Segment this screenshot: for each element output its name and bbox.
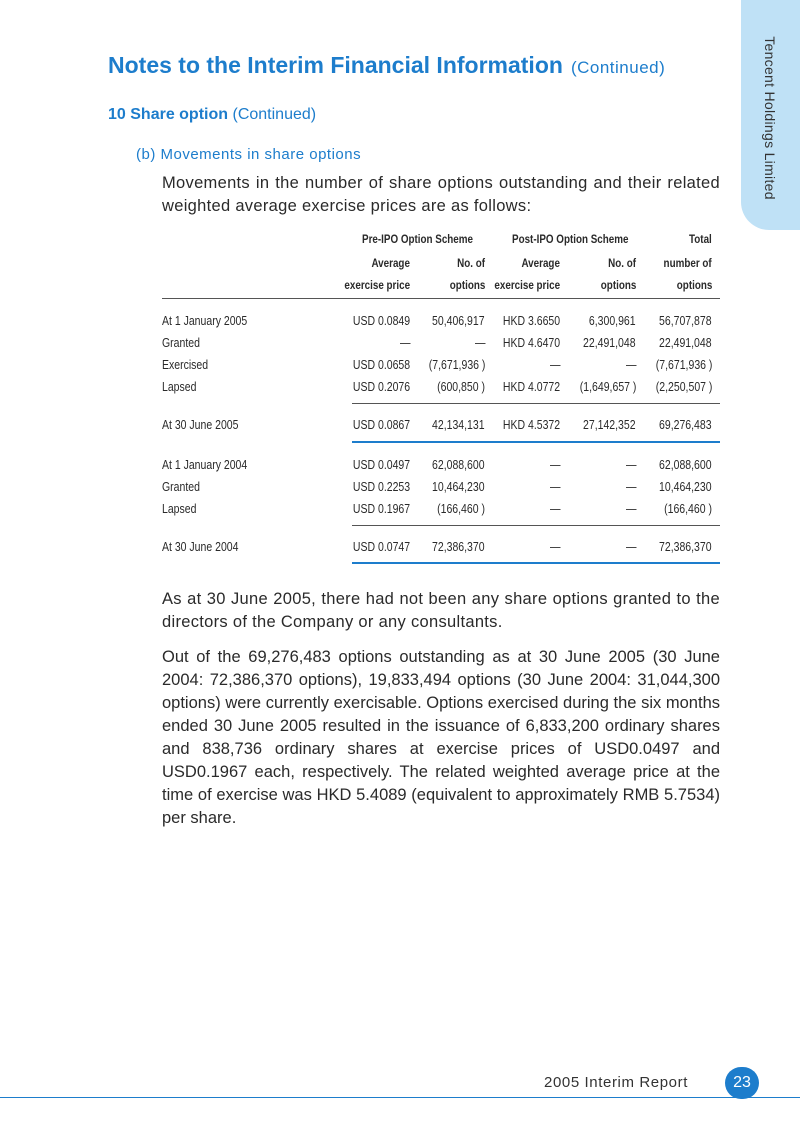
- table-cell: 27,142,352: [583, 418, 636, 432]
- column-header: number of: [663, 256, 712, 270]
- total-rule-2004: [352, 562, 720, 564]
- table-cell: —: [625, 502, 636, 516]
- column-header: Average: [521, 256, 560, 270]
- table-cell: USD 0.0497: [352, 458, 410, 472]
- table-cell: 72,386,370: [432, 540, 485, 554]
- table-cell: USD 0.2253: [352, 480, 410, 494]
- footer-rule: [0, 1097, 800, 1098]
- table-cell: 22,491,048: [583, 336, 636, 350]
- row-label: At 1 January 2004: [162, 458, 248, 472]
- column-header: No. of: [608, 256, 636, 270]
- table-cell: (166,460 ): [664, 502, 712, 516]
- intro-paragraph: Movements in the number of share options outstanding and their related weighted average exercise prices are as follows:: [162, 174, 720, 215]
- header-rule: [162, 298, 720, 299]
- section-title: 10 Share option: [108, 106, 229, 123]
- table-cell: 22,491,048: [659, 336, 712, 350]
- table-cell: 56,707,878: [659, 314, 712, 328]
- table-cell: (1,649,657 ): [579, 380, 636, 394]
- table-cell: (166,460 ): [437, 502, 485, 516]
- paragraph-exercisable: Out of the 69,276,483 options outstanding as at 30 June 2005 (30 June 2004: 72,386,370 options), 19,833,494 options (30 June 2004: 31,044,300 options) were currently exercisable. Options exercised during the six months ended 30 June 2005 resulted in the issuance of 6,833,200 ordinary shares and 838,736 ordinary shares at exercise prices of USD0.0497 and USD0.1967 each, respectively. The related weighted average price at the time of exercise was HKD 5.4089 (equivalent to approximately RMB 5.7534) per share.: [162, 648, 720, 827]
- table-cell: 42,134,131: [432, 418, 485, 432]
- total-rule-2005: [352, 441, 720, 443]
- table-cell: USD 0.0747: [352, 540, 410, 554]
- table-cell: 62,088,600: [659, 458, 712, 472]
- table-cell: —: [549, 502, 560, 516]
- table-cell: —: [549, 480, 560, 494]
- table-cell: (600,850 ): [437, 380, 485, 394]
- table-cell: 62,088,600: [432, 458, 485, 472]
- table-cell: 69,276,483: [659, 418, 712, 432]
- section-heading: [108, 106, 316, 124]
- page-title-text: Notes to the Interim Financial Information: [108, 52, 563, 78]
- table-cell: —: [399, 336, 410, 350]
- table-cell: —: [549, 358, 560, 372]
- footer-report-title: 2005 Interim Report: [544, 1074, 688, 1091]
- table-cell: 6,300,961: [589, 314, 636, 328]
- side-tab-company-name: Tencent Holdings Limited: [762, 36, 778, 200]
- table-cell: (2,250,507 ): [655, 380, 712, 394]
- table-cell: USD 0.0867: [352, 418, 410, 432]
- table-cell: USD 0.2076: [352, 380, 410, 394]
- table-cell: —: [474, 336, 485, 350]
- row-label: Lapsed: [162, 502, 197, 516]
- table-cell: —: [625, 458, 636, 472]
- column-header: options: [449, 278, 485, 292]
- row-label: Granted: [162, 336, 200, 350]
- header-post-ipo: Post-IPO Option Scheme: [512, 232, 629, 246]
- subtotal-rule-2004: [352, 525, 720, 526]
- row-label: At 1 January 2005: [162, 314, 248, 328]
- row-label: At 30 June 2004: [162, 540, 239, 554]
- table-cell: —: [625, 358, 636, 372]
- row-label: Exercised: [162, 358, 209, 372]
- subsection-heading: (b) Movements in share options: [136, 146, 362, 163]
- table-cell: (7,671,936 ): [655, 358, 712, 372]
- table-cell: 10,464,230: [432, 480, 485, 494]
- column-header: exercise price: [494, 278, 560, 292]
- page-number-badge: 23: [725, 1067, 759, 1099]
- column-header: No. of: [457, 256, 485, 270]
- header-pre-ipo: Pre-IPO Option Scheme: [362, 232, 474, 246]
- table-cell: HKD 4.5372: [502, 418, 560, 432]
- table-cell: 72,386,370: [659, 540, 712, 554]
- row-label: At 30 June 2005: [162, 418, 239, 432]
- table-cell: —: [625, 480, 636, 494]
- column-header: exercise price: [344, 278, 410, 292]
- table-cell: HKD 4.0772: [502, 380, 560, 394]
- table-cell: USD 0.0658: [352, 358, 410, 372]
- table-cell: —: [549, 540, 560, 554]
- column-header: Average: [371, 256, 410, 270]
- table-cell: 10,464,230: [659, 480, 712, 494]
- table-cell: 50,406,917: [432, 314, 485, 328]
- table-cell: —: [549, 458, 560, 472]
- table-cell: USD 0.1967: [352, 502, 410, 516]
- column-header: options: [676, 278, 712, 292]
- column-header: options: [600, 278, 636, 292]
- page-title: [108, 52, 665, 79]
- subtotal-rule-2005: [352, 403, 720, 404]
- table-cell: HKD 4.6470: [502, 336, 560, 350]
- table-cell: (7,671,936 ): [428, 358, 485, 372]
- section-continued: (Continued): [232, 106, 317, 123]
- page-title-continued: (Continued): [570, 58, 666, 77]
- row-label: Lapsed: [162, 380, 197, 394]
- table-cell: USD 0.0849: [352, 314, 410, 328]
- table-cell: —: [625, 540, 636, 554]
- header-total: Total: [689, 232, 712, 246]
- table-cell: HKD 3.6650: [502, 314, 560, 328]
- paragraph-directors: As at 30 June 2005, there had not been any share options granted to the directors of the Company or any consultants.: [162, 590, 720, 631]
- row-label: Granted: [162, 480, 200, 494]
